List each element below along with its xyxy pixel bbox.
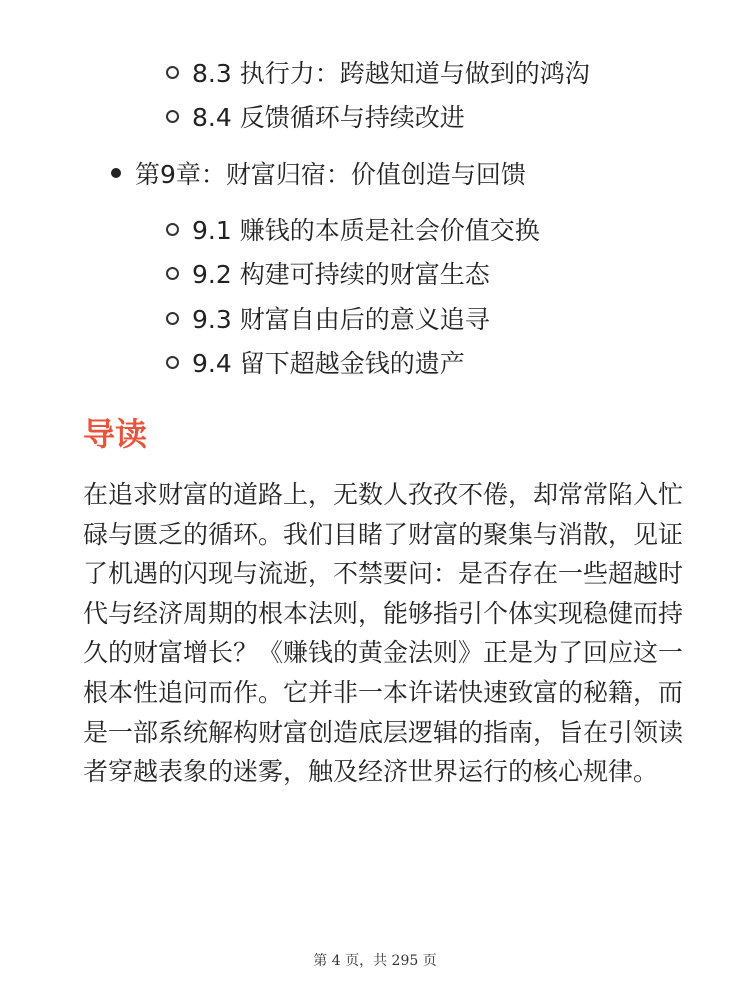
intro-paragraph: 在追求财富的道路上，无数人孜孜不倦，却常常陷入忙碌与匮乏的循环。我们目睹了财富的聚集与消散，见证了机遇的闪现与流逝，不禁要问：是否存在一些超越时代与经济周期的根本法则，能够指引个体实现稳健而持久的财富增长？《赚钱的黄金法则》正是为了回应这一根本性追问而作。它并非一本许诺快速致富的秘籍，而是一部系统解构财富创造底层逻辑的指南，旨在引领读者穿越表象的迷雾，触及经济世界运行的核心规律。 — [83, 480, 684, 787]
hollow-bullet-icon — [166, 223, 179, 236]
hollow-bullet-icon — [166, 356, 179, 369]
hollow-bullet-icon — [166, 66, 179, 79]
hollow-bullet-icon — [166, 110, 179, 123]
filled-bullet-icon — [111, 168, 121, 178]
outline-item-9-3 — [166, 298, 490, 338]
outline-item-label: 9.2 构建可持续的财富生态 — [192, 260, 490, 289]
outline-item-label: 8.4 反馈循环与持续改进 — [192, 103, 465, 132]
outline-item-9-4 — [166, 342, 465, 382]
outline-item-label: 8.3 执行力：跨越知道与做到的鸿沟 — [192, 59, 590, 88]
hollow-bullet-icon — [166, 312, 179, 325]
outline-item-8-4 — [166, 96, 465, 136]
outline-item-label: 9.1 赚钱的本质是社会价值交换 — [192, 216, 540, 245]
outline-item-9-2 — [166, 253, 490, 293]
outline-item-8-3 — [166, 52, 590, 92]
outline-item-9-1 — [166, 209, 540, 249]
outline-item-label: 9.3 财富自由后的意义追寻 — [192, 305, 490, 334]
outline-item-label: 9.4 留下超越金钱的遗产 — [192, 349, 465, 378]
hollow-bullet-icon — [166, 267, 179, 280]
section-heading: 导读 — [83, 415, 148, 453]
outline-chapter-9 — [111, 153, 526, 193]
outline-chapter-label: 第9章：财富归宿：价值创造与回馈 — [135, 160, 526, 189]
page-number: 第 4 页，共 295 页 — [313, 953, 437, 969]
